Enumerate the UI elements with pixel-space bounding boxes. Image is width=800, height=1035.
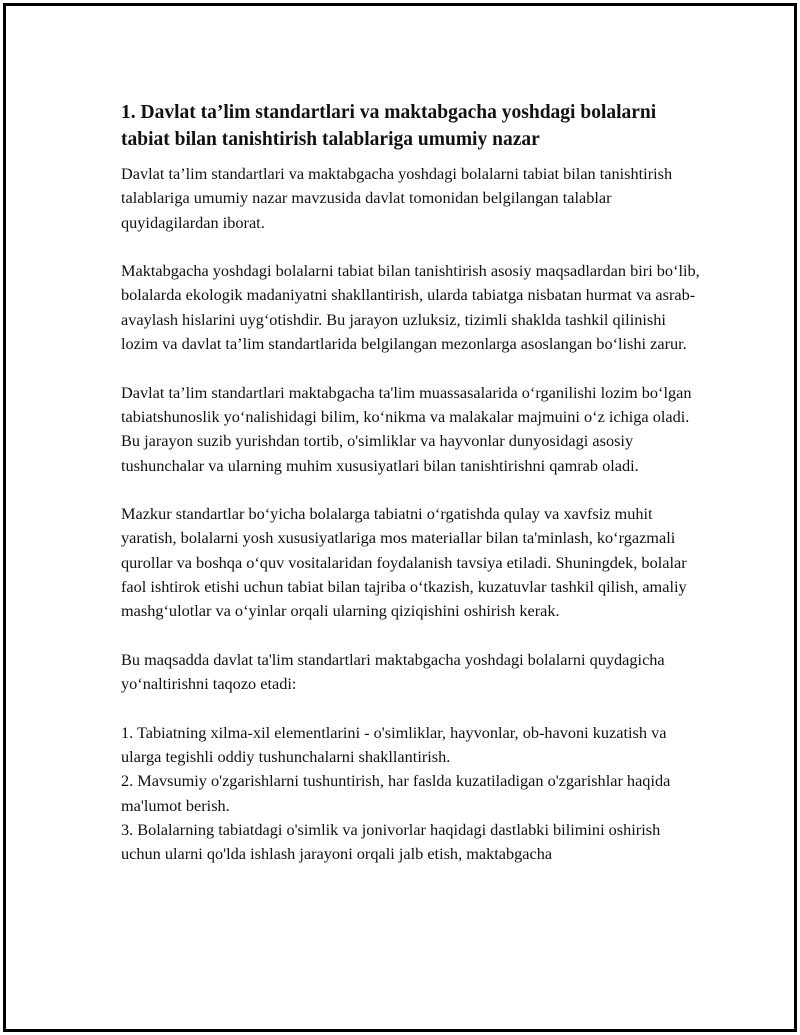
document-content xyxy=(121,99,701,867)
paragraph-directions: Bu maqsadda davlat ta'lim standartlari maktabgacha yoshdagi bolalarni quydagicha yo‘naltirishni taqozo etadi: xyxy=(121,649,665,694)
document-title: 1. Davlat ta’lim standartlari va maktabgacha yoshdagi bolalarni tabiat bilan tanishtirish talablariga umumiy nazar xyxy=(121,102,657,150)
list-item: 1. Tabiatning xilma-xil elementlarini - o'simliklar, hayvonlar, ob-havoni kuzatish va ularga tegishli oddiy tushunchalarni shakllantirish. xyxy=(121,722,667,767)
list-item: 2. Mavsumiy o'zgarishlarni tushuntirish, har faslda kuzatiladigan o'zgarishlar haqida ma'lumot berish. xyxy=(121,771,671,815)
paragraph-intro: Davlat ta’lim standartlari va maktabgacha yoshdagi bolalarni tabiat bilan tanishtirish talablariga umumiy nazar mavzusida davlat tomonidan belgilangan talablar quyidagilardan iborat. xyxy=(121,164,673,232)
paragraph-goals: Maktabgacha yoshdagi bolalarni tabiat bilan tanishtirish asosiy maqsadlardan biri bo‘lib, bolalarda ekologik madaniyatni shakllantirish, ularda tabiatga nisbatan hurmat va asrab-avaylash hislarini uyg‘otishdir. Bu jarayon uzluksiz, tizimli shaklda tashkil qilinishi lozim va davlat ta’lim standartlarida belgilangan mezonlarga asoslangan bo‘lishi zarur. xyxy=(121,261,700,354)
requirements-list xyxy=(121,721,701,867)
document-page xyxy=(3,3,797,1032)
paragraph-standards: Davlat ta’lim standartlari maktabgacha ta'lim muassasalarida o‘rganilishi lozim bo‘lgan tabiatshunoslik yo‘nalishidagi bilim, ko‘nikma va malakalar majmuini o‘z ichiga oladi. Bu jarayon suzib yurishdan tortib, o'simliklar va hayvonlar dunyosidagi asosiy tushunchalar va ularning muhim xususiyatlari bilan tanishtirishni qamrab oladi. xyxy=(121,382,692,475)
list-item: 3. Bolalarning tabiatdagi o'simlik va jonivorlar haqidagi dastlabki bilimini oshirish uchun ularni qo'lda ishlash jarayoni orqali jalb etish, maktabgacha xyxy=(121,820,661,864)
paragraph-environment: Mazkur standartlar bo‘yicha bolalarga tabiatni o‘rgatishda qulay va xavfsiz muhit yaratish, bolalarni yosh xususiyatlariga mos materiallar bilan ta'minlash, ko‘rgazmali qurollar va boshqa o‘quv vositalaridan foydalanish tavsiya etiladi. Shuningdek, bolalar faol ishtirok etishi uchun tabiat bilan tajriba o‘tkazish, kuzatuvlar tashkil qilish, amaliy mashg‘ulotlar va o‘yinlar orqali ularning qiziqishini oshirish kerak. xyxy=(121,504,687,621)
